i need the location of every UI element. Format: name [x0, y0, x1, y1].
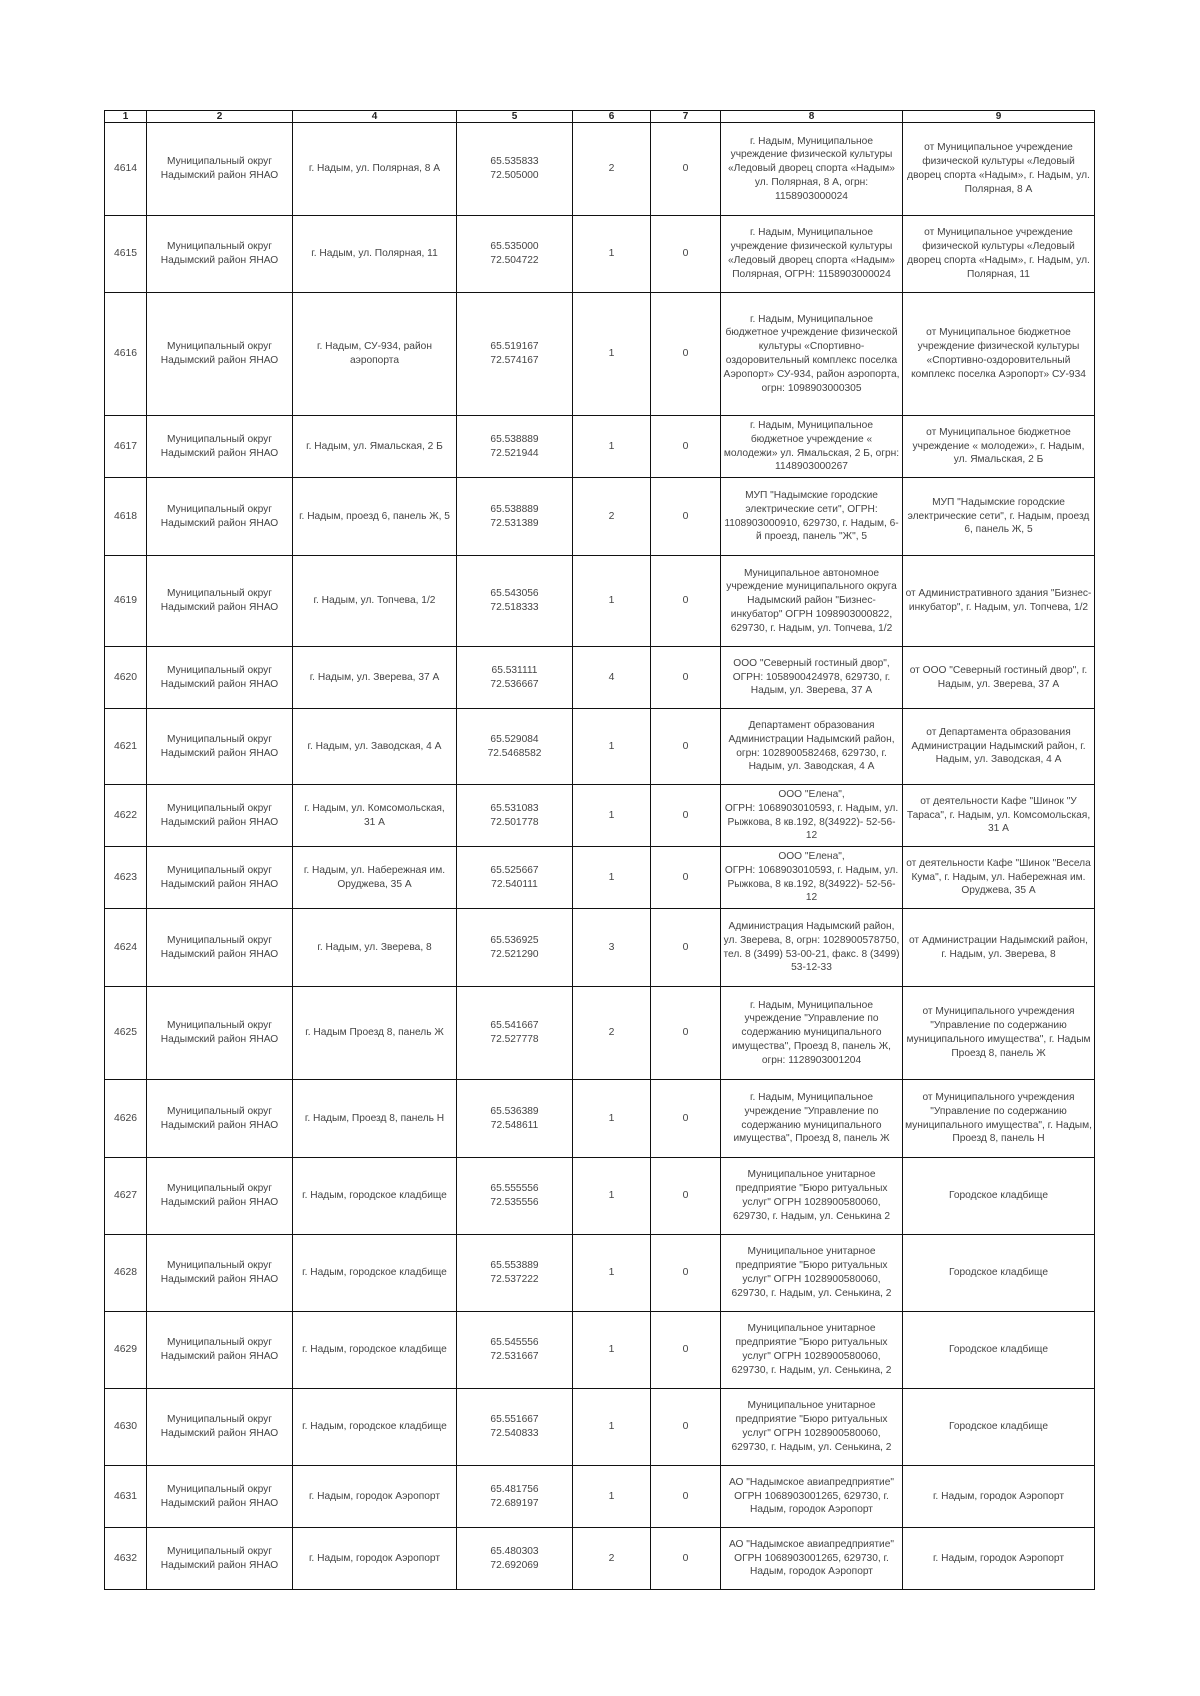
header-cell: 4	[293, 111, 457, 123]
table-row	[105, 987, 1095, 1080]
cell-col-6: 3	[573, 909, 651, 987]
cell-coordinates: 65.553889 72.537222	[457, 1235, 573, 1312]
cell-col-7: 0	[651, 647, 721, 709]
cell-col-7: 0	[651, 556, 721, 647]
cell-address: г. Надым, СУ-934, район аэропорта	[293, 293, 457, 416]
cell-col-7: 0	[651, 123, 721, 216]
cell-coordinates: 65.480303 72.692069	[457, 1528, 573, 1590]
cell-col-7: 0	[651, 1389, 721, 1466]
cell-col-7: 0	[651, 785, 721, 847]
cell-source: г. Надым, городок Аэропорт	[903, 1528, 1095, 1590]
table-row	[105, 1235, 1095, 1312]
cell-address: г. Надым, городок Аэропорт	[293, 1466, 457, 1528]
cell-address: г. Надым, проезд 6, панель Ж, 5	[293, 478, 457, 556]
cell-source: МУП "Надымские городские электрические сети", г. Надым, проезд 6, панель Ж, 5	[903, 478, 1095, 556]
table-row	[105, 1466, 1095, 1528]
cell-col-7: 0	[651, 1235, 721, 1312]
cell-address: г. Надым, городское кладбище	[293, 1158, 457, 1235]
cell-owner: АО "Надымское авиапредприятие" ОГРН 1068903001265, 629730, г. Надым, городок Аэропорт	[721, 1528, 903, 1590]
cell-id: 4624	[105, 909, 147, 987]
table-row	[105, 556, 1095, 647]
registry-table	[104, 110, 1095, 1590]
cell-id: 4629	[105, 1312, 147, 1389]
cell-owner: г. Надым, Муниципальное учреждение "Управление по содержанию муниципального имущества", Проезд 8, панель Ж	[721, 1080, 903, 1158]
cell-address: г. Надым, ул. Ямальская, 2 Б	[293, 416, 457, 478]
cell-owner: ООО "Елена", ОГРН: 1068903010593, г. Надым, ул. Рыжкова, 8 кв.192, 8(34922)- 52-56-12	[721, 785, 903, 847]
cell-coordinates: 65.541667 72.527778	[457, 987, 573, 1080]
table-row	[105, 293, 1095, 416]
cell-id: 4622	[105, 785, 147, 847]
cell-owner: Муниципальное унитарное предприятие "Бюро ритуальных услуг" ОГРН 1028900580060, 629730, г. Надым, ул. Сенькина, 2	[721, 1312, 903, 1389]
cell-address: г. Надым, Проезд 8, панель Н	[293, 1080, 457, 1158]
table-row	[105, 785, 1095, 847]
cell-coordinates: 65.519167 72.574167	[457, 293, 573, 416]
cell-id: 4617	[105, 416, 147, 478]
cell-source: от Департамента образования Администрации Надымский район, г. Надым, ул. Заводская, 4 А	[903, 709, 1095, 785]
cell-col-6: 1	[573, 1235, 651, 1312]
cell-owner: Муниципальное унитарное предприятие "Бюро ритуальных услуг" ОГРН 1028900580060, 629730, г. Надым, ул. Сенькина, 2	[721, 1235, 903, 1312]
cell-source: от Муниципальное учреждение физической культуры «Ледовый дворец спорта «Надым», г. Надым, ул. Полярная, 11	[903, 216, 1095, 293]
cell-source: Городское кладбище	[903, 1235, 1095, 1312]
cell-id: 4618	[105, 478, 147, 556]
cell-source: от Администрации Надымский район, г. Надым, ул. Зверева, 8	[903, 909, 1095, 987]
cell-owner: ООО "Елена", ОГРН: 1068903010593, г. Надым, ул. Рыжкова, 8 кв.192, 8(34922)- 52-56-12	[721, 847, 903, 909]
cell-coordinates: 65.555556 72.535556	[457, 1158, 573, 1235]
cell-district: Муниципальный округ Надымский район ЯНАО	[147, 987, 293, 1080]
table-row	[105, 909, 1095, 987]
cell-source: от Муниципальное бюджетное учреждение физической культуры «Спортивно-оздоровительный комплекс поселка Аэропорт» СУ-934	[903, 293, 1095, 416]
header-row	[105, 111, 1095, 123]
cell-owner: г. Надым, Муниципальное учреждение физической культуры «Ледовый дворец спорта «Надым» Полярная, ОГРН: 1158903000024	[721, 216, 903, 293]
table-row	[105, 123, 1095, 216]
cell-col-6: 1	[573, 1389, 651, 1466]
cell-col-7: 0	[651, 987, 721, 1080]
cell-id: 4627	[105, 1158, 147, 1235]
table-row	[105, 478, 1095, 556]
cell-col-6: 2	[573, 478, 651, 556]
cell-owner: Администрация Надымский район, ул. Зверева, 8, огрн: 1028900578750, тел. 8 (3499) 53-00-21, факс. 8 (3499) 53-12-33	[721, 909, 903, 987]
cell-col-6: 2	[573, 1528, 651, 1590]
table-row	[105, 1389, 1095, 1466]
cell-id: 4628	[105, 1235, 147, 1312]
table-row	[105, 847, 1095, 909]
cell-col-6: 1	[573, 216, 651, 293]
cell-col-7: 0	[651, 709, 721, 785]
cell-district: Муниципальный округ Надымский район ЯНАО	[147, 1312, 293, 1389]
cell-district: Муниципальный округ Надымский район ЯНАО	[147, 478, 293, 556]
table-row	[105, 1158, 1095, 1235]
cell-coordinates: 65.529084 72.5468582	[457, 709, 573, 785]
cell-address: г. Надым, ул. Полярная, 8 А	[293, 123, 457, 216]
cell-address: г. Надым, городское кладбище	[293, 1235, 457, 1312]
cell-owner: МУП "Надымские городские электрические сети", ОГРН: 1108903000910, 629730, г. Надым, 6-й проезд, панель "Ж", 5	[721, 478, 903, 556]
cell-source: от ООО "Северный гостиный двор", г. Надым, ул. Зверева, 37 А	[903, 647, 1095, 709]
cell-col-7: 0	[651, 909, 721, 987]
table-row	[105, 1312, 1095, 1389]
cell-district: Муниципальный округ Надымский район ЯНАО	[147, 709, 293, 785]
cell-source: от деятельности Кафе "Шинок "У Тараса", г. Надым, ул. Комсомольская, 31 А	[903, 785, 1095, 847]
cell-owner: Муниципальное унитарное предприятие "Бюро ритуальных услуг" ОГРН 1028900580060, 629730, г. Надым, ул. Сенькина, 2	[721, 1389, 903, 1466]
cell-district: Муниципальный округ Надымский район ЯНАО	[147, 1389, 293, 1466]
cell-id: 4616	[105, 293, 147, 416]
cell-owner: Муниципальное автономное учреждение муниципального округа Надымский район "Бизнес-инкубатор" ОГРН 1098903000822, 629730, г. Надым, ул. Топчева, 1/2	[721, 556, 903, 647]
cell-id: 4621	[105, 709, 147, 785]
cell-col-6: 1	[573, 1080, 651, 1158]
cell-col-6: 1	[573, 1158, 651, 1235]
cell-coordinates: 65.531111 72.536667	[457, 647, 573, 709]
cell-coordinates: 65.481756 72.689197	[457, 1466, 573, 1528]
cell-col-6: 1	[573, 1466, 651, 1528]
header-cell: 8	[721, 111, 903, 123]
cell-id: 4619	[105, 556, 147, 647]
cell-source: Городское кладбище	[903, 1389, 1095, 1466]
cell-district: Муниципальный округ Надымский район ЯНАО	[147, 1528, 293, 1590]
cell-col-7: 0	[651, 1080, 721, 1158]
header-cell: 9	[903, 111, 1095, 123]
cell-col-7: 0	[651, 416, 721, 478]
table-row	[105, 216, 1095, 293]
cell-source: от Муниципальное бюджетное учреждение « молодежи», г. Надым, ул. Ямальская, 2 Б	[903, 416, 1095, 478]
cell-source: г. Надым, городок Аэропорт	[903, 1466, 1095, 1528]
table-row	[105, 709, 1095, 785]
cell-id: 4625	[105, 987, 147, 1080]
cell-col-6: 1	[573, 416, 651, 478]
cell-district: Муниципальный округ Надымский район ЯНАО	[147, 1466, 293, 1528]
cell-col-7: 0	[651, 1466, 721, 1528]
cell-id: 4615	[105, 216, 147, 293]
cell-address: г. Надым, ул. Набережная им. Оруджева, 35 А	[293, 847, 457, 909]
cell-coordinates: 65.538889 72.531389	[457, 478, 573, 556]
cell-owner: Муниципальное унитарное предприятие "Бюро ритуальных услуг" ОГРН 1028900580060, 629730, г. Надым, ул. Сенькина 2	[721, 1158, 903, 1235]
cell-district: Муниципальный округ Надымский район ЯНАО	[147, 216, 293, 293]
cell-district: Муниципальный округ Надымский район ЯНАО	[147, 556, 293, 647]
cell-col-6: 1	[573, 1312, 651, 1389]
cell-col-6: 1	[573, 847, 651, 909]
cell-coordinates: 65.543056 72.518333	[457, 556, 573, 647]
cell-address: г. Надым, городское кладбище	[293, 1312, 457, 1389]
cell-col-6: 4	[573, 647, 651, 709]
cell-district: Муниципальный округ Надымский район ЯНАО	[147, 647, 293, 709]
header-cell: 1	[105, 111, 147, 123]
table-row	[105, 1528, 1095, 1590]
cell-source: от Муниципального учреждения "Управление по содержанию муниципального имущества", г. Надым Проезд 8, панель Ж	[903, 987, 1095, 1080]
cell-address: г. Надым, ул. Заводская, 4 А	[293, 709, 457, 785]
cell-owner: г. Надым, Муниципальное учреждение "Управление по содержанию муниципального имущества", Проезд 8, панель Ж, огрн: 1128903001204	[721, 987, 903, 1080]
cell-district: Муниципальный округ Надымский район ЯНАО	[147, 416, 293, 478]
cell-district: Муниципальный округ Надымский район ЯНАО	[147, 909, 293, 987]
cell-source: от Административного здания "Бизнес-инкубатор", г. Надым, ул. Топчева, 1/2	[903, 556, 1095, 647]
cell-col-7: 0	[651, 293, 721, 416]
cell-owner: г. Надым, Муниципальное бюджетное учреждение физической культуры «Спортивно-оздоровительный комплекс поселка Аэропорт» СУ-934, район аэропорта, огрн: 1098903000305	[721, 293, 903, 416]
cell-id: 4626	[105, 1080, 147, 1158]
cell-district: Муниципальный округ Надымский район ЯНАО	[147, 1158, 293, 1235]
cell-col-7: 0	[651, 1312, 721, 1389]
cell-address: г. Надым, ул. Полярная, 11	[293, 216, 457, 293]
cell-district: Муниципальный округ Надымский район ЯНАО	[147, 785, 293, 847]
cell-source: от Муниципального учреждения "Управление по содержанию муниципального имущества", г. Надым, Проезд 8, панель Н	[903, 1080, 1095, 1158]
table-row	[105, 416, 1095, 478]
cell-district: Муниципальный округ Надымский район ЯНАО	[147, 1080, 293, 1158]
cell-coordinates: 65.536925 72.521290	[457, 909, 573, 987]
cell-owner: Департамент образования Администрации Надымский район, огрн: 1028900582468, 629730, г. Надым, ул. Заводская, 4 А	[721, 709, 903, 785]
cell-col-6: 2	[573, 987, 651, 1080]
cell-col-7: 0	[651, 478, 721, 556]
cell-col-7: 0	[651, 216, 721, 293]
cell-coordinates: 65.535000 72.504722	[457, 216, 573, 293]
cell-owner: ООО "Северный гостиный двор", ОГРН: 1058900424978, 629730, г. Надым, ул. Зверева, 37 А	[721, 647, 903, 709]
cell-district: Муниципальный округ Надымский район ЯНАО	[147, 1235, 293, 1312]
cell-owner: АО "Надымское авиапредприятие" ОГРН 1068903001265, 629730, г. Надым, городок Аэропорт	[721, 1466, 903, 1528]
cell-address: г. Надым, ул. Топчева, 1/2	[293, 556, 457, 647]
cell-col-7: 0	[651, 847, 721, 909]
cell-source: от Муниципальное учреждение физической культуры «Ледовый дворец спорта «Надым», г. Надым, ул. Полярная, 8 А	[903, 123, 1095, 216]
cell-col-6: 1	[573, 556, 651, 647]
cell-coordinates: 65.535833 72.505000	[457, 123, 573, 216]
cell-col-6: 2	[573, 123, 651, 216]
cell-col-6: 1	[573, 785, 651, 847]
cell-source: от деятельности Кафе "Шинок "Весела Кума", г. Надым, ул. Набережная им. Оруджева, 35 А	[903, 847, 1095, 909]
cell-district: Муниципальный округ Надымский район ЯНАО	[147, 847, 293, 909]
cell-coordinates: 65.531083 72.501778	[457, 785, 573, 847]
cell-coordinates: 65.538889 72.521944	[457, 416, 573, 478]
cell-coordinates: 65.525667 72.540111	[457, 847, 573, 909]
cell-col-6: 1	[573, 709, 651, 785]
cell-address: г. Надым, ул. Зверева, 8	[293, 909, 457, 987]
header-cell: 6	[573, 111, 651, 123]
table-row	[105, 647, 1095, 709]
cell-district: Муниципальный округ Надымский район ЯНАО	[147, 123, 293, 216]
cell-address: г. Надым, ул. Комсомольская, 31 А	[293, 785, 457, 847]
cell-id: 4623	[105, 847, 147, 909]
cell-owner: г. Надым, Муниципальное бюджетное учреждение « молодежи» ул. Ямальская, 2 Б, огрн: 1148903000267	[721, 416, 903, 478]
cell-id: 4614	[105, 123, 147, 216]
cell-owner: г. Надым, Муниципальное учреждение физической культуры «Ледовый дворец спорта «Надым» ул. Полярная, 8 А, огрн: 1158903000024	[721, 123, 903, 216]
cell-id: 4620	[105, 647, 147, 709]
cell-col-7: 0	[651, 1158, 721, 1235]
cell-coordinates: 65.545556 72.531667	[457, 1312, 573, 1389]
cell-source: Городское кладбище	[903, 1158, 1095, 1235]
cell-coordinates: 65.536389 72.548611	[457, 1080, 573, 1158]
cell-address: г. Надым, городское кладбище	[293, 1389, 457, 1466]
cell-address: г. Надым, городок Аэропорт	[293, 1528, 457, 1590]
cell-address: г. Надым Проезд 8, панель Ж	[293, 987, 457, 1080]
cell-col-7: 0	[651, 1528, 721, 1590]
cell-id: 4632	[105, 1528, 147, 1590]
cell-col-6: 1	[573, 293, 651, 416]
cell-district: Муниципальный округ Надымский район ЯНАО	[147, 293, 293, 416]
table-row	[105, 1080, 1095, 1158]
cell-address: г. Надым, ул. Зверева, 37 А	[293, 647, 457, 709]
cell-id: 4631	[105, 1466, 147, 1528]
cell-id: 4630	[105, 1389, 147, 1466]
cell-source: Городское кладбище	[903, 1312, 1095, 1389]
header-cell: 5	[457, 111, 573, 123]
header-cell: 2	[147, 111, 293, 123]
header-cell: 7	[651, 111, 721, 123]
cell-coordinates: 65.551667 72.540833	[457, 1389, 573, 1466]
